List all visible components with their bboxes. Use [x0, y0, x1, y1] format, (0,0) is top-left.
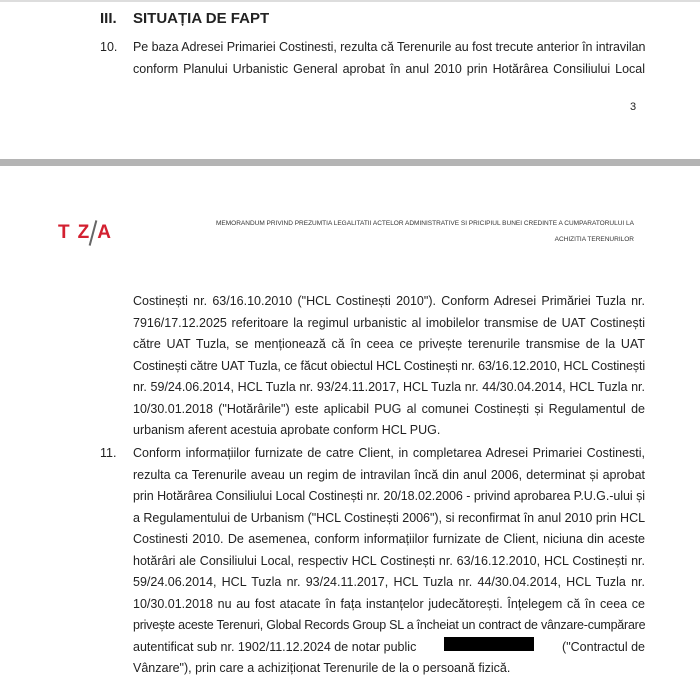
text-line	[133, 637, 645, 659]
section-number: III.	[100, 10, 117, 27]
tza-logo	[58, 222, 118, 250]
text-line: 59/24.06.2014, HCL Tuzla nr. 93/24.11.2017, HCL Tuzla nr. 44/30.04.2014, HCL Tuzla nr.	[133, 575, 645, 589]
page-number: 3	[630, 101, 637, 113]
text-line: prin Hotărârea Consiliului Local Costinești nr. 20/18.02.2006 - privind aprobarea P.U.G.-ului și	[133, 489, 645, 503]
text-line: rezulta ca Terenurile aveau un regim de intravilan încă din anul 2006, determinat și aprobat	[133, 467, 645, 482]
page-separator	[0, 159, 700, 166]
text-line: Conform informațiilor furnizate de catre Client, in completarea Adresei Primariei Costinesti,	[133, 446, 645, 460]
running-header	[216, 216, 634, 248]
item-10-paragraph	[133, 37, 645, 80]
header-line: MEMORANDUM PRIVIND PREZUMTIA LEGALITATII ACTELOR ADMINISTRATIVE SI PRICIPIUL BUNEI CREDINTE A CUMPARATORULUI LA	[216, 220, 634, 227]
header-line: ACHIZITIA TERENURILOR	[554, 236, 634, 243]
redaction-box	[444, 637, 534, 651]
text-line: 10/30.01.2018 nu au fost atacate în fața instanțelor judecătorești. Înțelegem că în ceea ce	[133, 596, 645, 611]
text-line: către UAT Tuzla, se menționează că în ceea ce privește terenurile transmise de la UAT	[133, 337, 645, 351]
text-line: hotărâri ale Consiliului Local, respectiv HCL Costinești nr. 63/16.12.2010, HCL Costinești nr.	[133, 553, 645, 568]
text-line: Costinești nr. 63/16.10.2010 ("HCL Costinești 2010"). Conform Adresei Primăriei Tuzla nr.	[133, 294, 645, 308]
text-line: conform Planului Urbanistic General aprobat în anul 2010 prin Hotărârea Consiliului Local	[133, 61, 645, 76]
text-line: 7916/17.12.2025 referitoare la regimul urbanistic al imobilelor transmise de UAT Costinești	[133, 315, 645, 330]
text-segment: ("Contractul de	[562, 639, 645, 654]
section-heading	[100, 10, 269, 27]
text-segment: autentificat sub nr. 1902/11.12.2024 de notar public	[133, 639, 417, 654]
text-line: a Regulamentului de Urbanism ("HCL Costinești 2006"), si reconfirmat în anul 2010 prin HCL	[133, 510, 645, 525]
text-line: Pe baza Adresei Primariei Costinesti, rezulta că Terenurile au fost trecute anterior în intravilan	[133, 40, 646, 54]
item-10-number: 10.	[100, 40, 118, 54]
text-line: Costinești către UAT Tuzla, ce făcut obiectul HCL Costinești nr. 63/16.12.2010, HCL Costinești	[133, 358, 646, 373]
text-line: 10/30.01.2018 ("Hotărârile") este aplicabil PUG al comunei Costinești și Regulamentul de	[133, 401, 645, 416]
item-11-paragraph	[133, 443, 645, 680]
text-line: privește aceste Terenuri, Global Records Group SL a încheiat un contract de vânzare-cumpărare	[133, 618, 646, 632]
logo-text: TZA	[58, 222, 119, 243]
text-line: urbanism aferent acestuia aprobate conform HCL PUG.	[133, 423, 441, 437]
item-11-number: 11.	[100, 446, 117, 460]
text-line: nr. 59/24.06.2014, HCL Tuzla nr. 93/24.11.2017, HCL Tuzla nr. 44/30.04.2014, HCL Tuzla nr.	[133, 380, 645, 394]
text-line: Costinesti 2010. De asemenea, conform informațiilor furnizate de Client, niciuna din aceste	[133, 532, 645, 546]
text-line: Vânzare"), prin care a achiziționat Terenurile de la o persoană fizică.	[133, 661, 511, 675]
page-top-border	[0, 0, 700, 2]
item-10-continuation	[133, 291, 645, 442]
section-title: SITUAȚIA DE FAPT	[133, 10, 270, 27]
